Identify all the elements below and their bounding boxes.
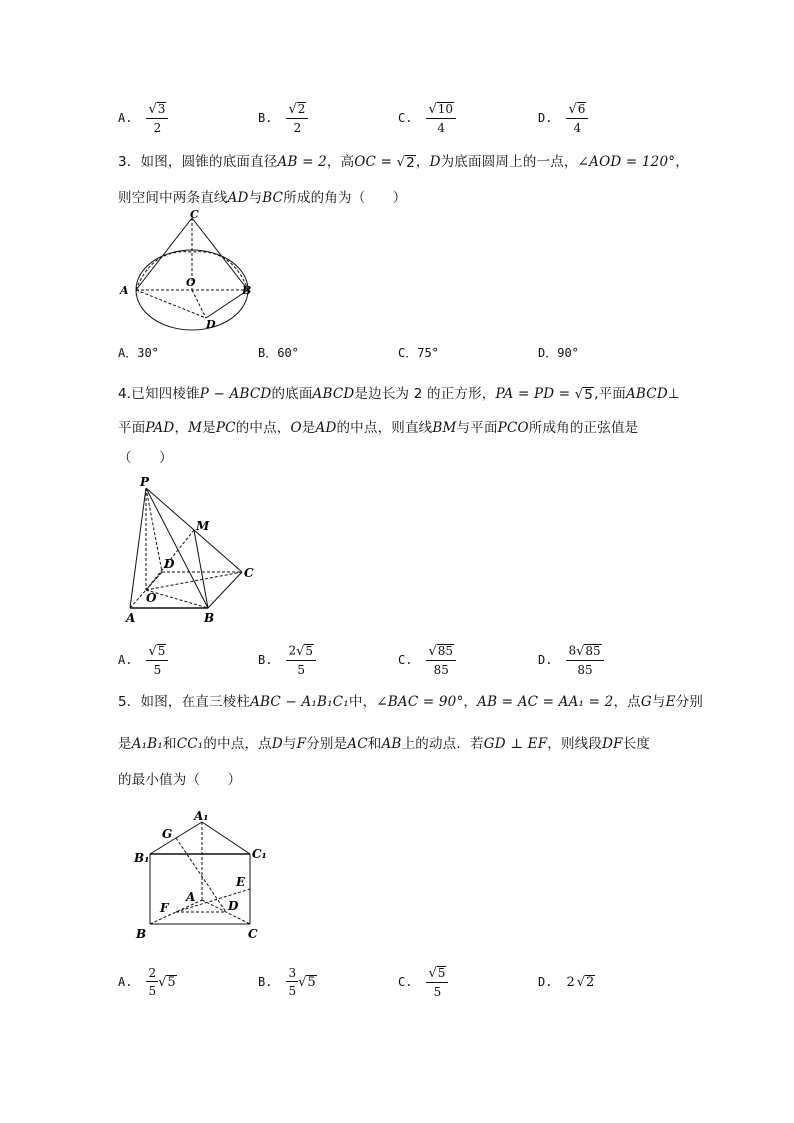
- q4-label-c: C: [244, 566, 254, 580]
- q2-option-d[interactable]: D. √ 6 4: [538, 98, 588, 138]
- q5-label-a1: A₁: [194, 809, 209, 823]
- q3-label-c: C: [190, 208, 199, 221]
- q2-option-b[interactable]: B. √ 2 2: [258, 98, 308, 138]
- q2-option-a[interactable]: A. √ 3 2: [118, 98, 168, 138]
- q5-label-a: A: [186, 890, 196, 904]
- q4-label-p: P: [140, 475, 150, 489]
- q4-label-o: O: [146, 591, 157, 605]
- q5-label-d: D: [228, 899, 239, 913]
- q3-option-d[interactable]: D．90°: [538, 346, 579, 360]
- q5-line-3: 的最小值为（ ）: [118, 772, 242, 788]
- q3-options: [118, 344, 718, 364]
- q5-label-b1: B₁: [134, 851, 150, 865]
- q3-label-d: D: [206, 318, 216, 331]
- q5-option-b[interactable]: B. $\frac{3}{5}$ √ 5: [258, 966, 316, 998]
- q4-label-d: D: [164, 557, 175, 571]
- q4-option-a[interactable]: A. √ 5 5: [118, 640, 168, 680]
- q5-option-a[interactable]: A. $\frac{2}{5}$ √ 5: [118, 966, 176, 998]
- q3-cone-figure: [112, 208, 272, 333]
- q5-line-1: 5．如图，在直三棱柱ABC − A₁B₁C₁中，∠BAC = 90°，AB = AC = AA₁ = 2，点G与E分别: [118, 694, 704, 710]
- q2-options: [118, 98, 718, 138]
- q4-label-m: M: [196, 519, 210, 533]
- q4-line-2: 平面PAD，M是PC的中点，O是AD的中点，则直线BM与平面PCO所成角的正弦值是: [118, 420, 639, 436]
- q3-option-a[interactable]: A．30°: [118, 346, 159, 360]
- q5-line-2: 是A₁B₁和CC₁的中点，点D与F分别是AC和AB上的动点．若GD ⊥ EF，则线段DF长度: [118, 736, 651, 752]
- q3-label-a: A: [120, 284, 129, 297]
- q5-label-c: C: [248, 927, 258, 941]
- q3-line-1: 3．如图，圆锥的底面直径AB = 2，高OC = √ 2 ，D为底面圆周上的一点，∠AOD = 120°，: [118, 154, 689, 171]
- q3-label-b: B: [242, 284, 252, 297]
- q5-label-e: E: [236, 875, 246, 889]
- q5-label-b: B: [136, 927, 147, 941]
- q4-option-d[interactable]: D. 8 √ 85 85: [538, 640, 604, 680]
- q4-pyramid-figure: [118, 474, 268, 630]
- q4-line-1: 4.已知四棱锥P − ABCD的底面ABCD是边长为 2 的正方形，PA = PD = √ 5 ,平面ABCD⊥: [118, 386, 680, 403]
- q5-option-c[interactable]: C. √ 5 5: [398, 962, 448, 1002]
- q5-prism-figure: [130, 806, 280, 944]
- q3-line-2: 则空间中两条直线AD与BC所成的角为（ ）: [118, 190, 407, 206]
- q4-label-a: A: [126, 611, 136, 625]
- q3-label-o: O: [186, 276, 196, 289]
- q3-option-c[interactable]: C．75°: [398, 346, 439, 360]
- q3-option-b[interactable]: B．60°: [258, 346, 299, 360]
- q5-option-d[interactable]: D. 2 √ 2: [538, 974, 595, 990]
- q4-option-b[interactable]: B. 2 √ 5 5: [258, 640, 316, 680]
- q5-label-g: G: [162, 827, 173, 841]
- q4-options: [118, 640, 718, 680]
- q5-options: [118, 962, 718, 1002]
- q5-label-c1: C₁: [252, 847, 267, 861]
- q2-option-c[interactable]: C. √ 10 4: [398, 98, 456, 138]
- q5-label-f: F: [160, 901, 169, 915]
- q4-label-b: B: [204, 611, 215, 625]
- q4-line-3: （ ）: [118, 450, 173, 466]
- q4-option-c[interactable]: C. √ 85 85: [398, 640, 456, 680]
